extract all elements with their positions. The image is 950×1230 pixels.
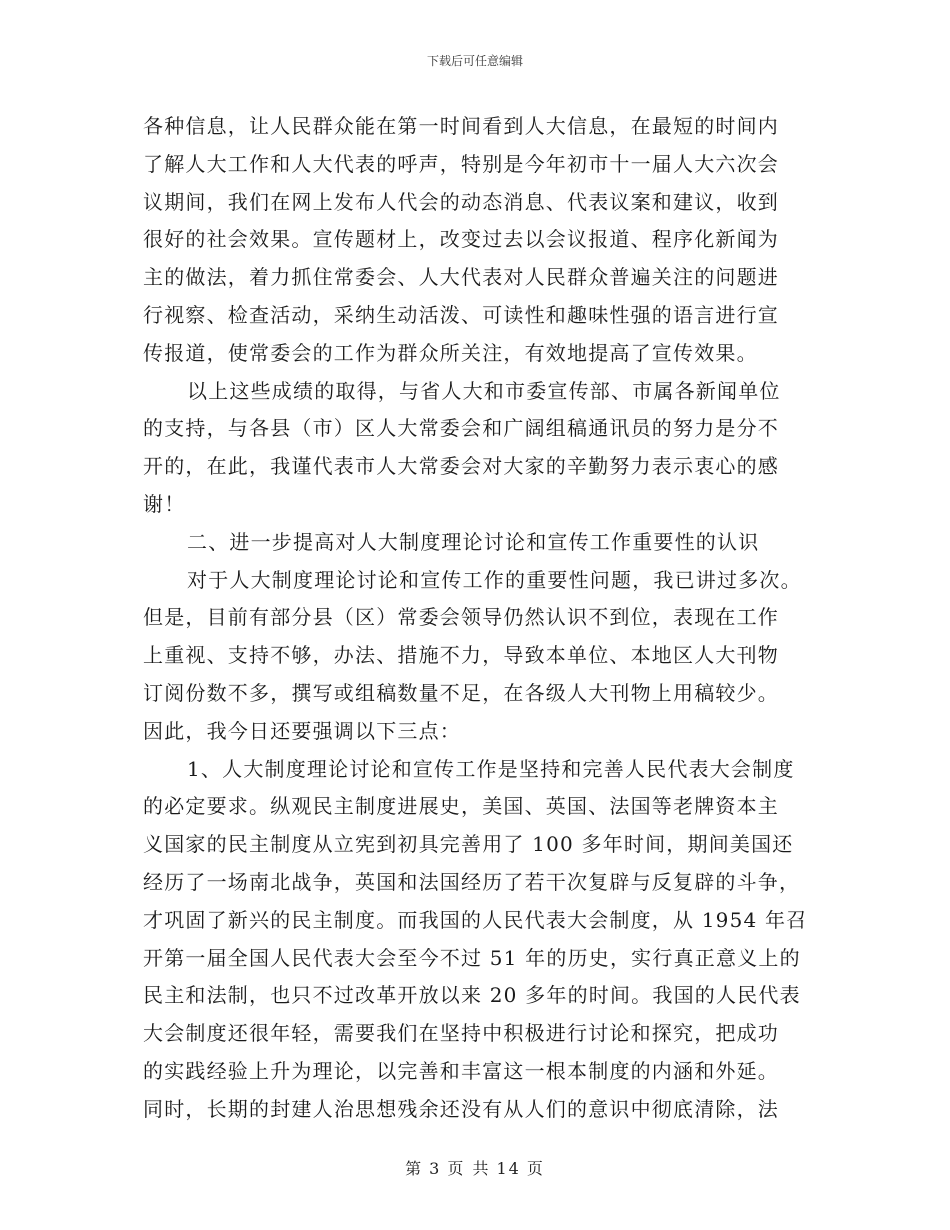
document-body	[143, 108, 808, 1129]
text-line: 开的，在此，我谨代表市人大常委会对大家的辛勤努力表示衷心的感	[143, 454, 779, 479]
text-line: 订阅份数不多，撰写或组稿数量不足，在各级人大刊物上用稿较少。	[143, 680, 779, 705]
text-line: 的支持，与各县（市）区人大常委会和广阔组稿通讯员的努力是分不	[143, 416, 779, 441]
footer-prefix: 第	[405, 1159, 424, 1178]
text-line: 的实践经验上升为理论，以完善和丰富这一根本制度的内涵和外延。	[143, 1058, 779, 1083]
section-heading	[143, 524, 808, 562]
text-line: 各种信息，让人民群众能在第一时间看到人大信息，在最短的时间内	[143, 114, 779, 138]
text-line: 上重视、支持不够，办法、措施不力，导致本单位、本地区人大刊物	[143, 643, 779, 668]
text-line: 民主和法制，也只不过改革开放以来 20 多年的时间。我国的人民代表	[143, 983, 801, 1008]
footer-suffix: 页	[526, 1159, 545, 1178]
footer-middle: 页 共	[447, 1159, 491, 1178]
page-footer	[0, 1156, 950, 1179]
text-line: 经历了一场南北战争，英国和法国经历了若干次复辟与反复辟的斗争，	[143, 869, 801, 894]
page-number: 3	[429, 1159, 442, 1178]
text-line: 开第一届全国人民代表大会至今不过 51 年的历史，实行真正意义上的	[143, 945, 801, 970]
text-line: 因此，我今日还要强调以下三点：	[143, 718, 461, 743]
text-line: 以上这些成绩的取得，与省人大和市委宣传部、市属各新闻单位	[187, 378, 781, 403]
text-line: 议期间，我们在网上发布人代会的动态消息、代表议案和建议，收到	[143, 189, 779, 214]
text-line: 行视察、检查活动，采纳生动活泼、可读性和趣味性强的语言进行宣	[143, 302, 779, 327]
text-line: 同时，长期的封建人治思想残余还没有从人们的意识中彻底清除，法	[143, 1096, 779, 1121]
text-line: 了解人大工作和人大代表的呼声，特别是今年初市十一届人大六次会	[143, 151, 779, 176]
text-line: 主的做法，着力抓住常委会、人大代表对人民群众普遍关注的问题进	[143, 265, 779, 290]
paragraph	[143, 108, 808, 373]
text-line: 1、人大制度理论讨论和宣传工作是坚持和完善人民代表大会制度	[187, 756, 795, 781]
text-line: 很好的社会效果。宣传题材上，改变过去以会议报道、程序化新闻为	[143, 227, 779, 252]
text-line: 大会制度还很年轻，需要我们在坚持中积极进行讨论和探究，把成功	[143, 1021, 779, 1046]
text-line: 对于人大制度理论讨论和宣传工作的重要性问题，我已讲过多次。	[187, 567, 802, 592]
text-line: 二、进一步提高对人大制度理论讨论和宣传工作重要性的认识	[187, 529, 760, 554]
text-line: 的必定要求。纵观民主制度进展史，美国、英国、法国等老牌资本主	[143, 794, 779, 819]
text-line: 传报道，使常委会的工作为群众所关注，有效地提高了宣传效果。	[143, 340, 758, 365]
text-line: 谢！	[143, 491, 186, 516]
paragraph	[143, 373, 808, 524]
paragraph	[143, 751, 808, 1129]
total-pages: 14	[496, 1159, 521, 1178]
text-line: 义国家的民主制度从立宪到初具完善用了 100 多年时间，期间美国还	[143, 832, 794, 857]
text-line: 但是，目前有部分县（区）常委会领导仍然认识不到位，表现在工作	[143, 605, 779, 630]
text-line: 才巩固了新兴的民主制度。而我国的人民代表大会制度，从 1954 年召	[143, 907, 808, 932]
page-header: 下载后可任意编辑	[426, 54, 523, 68]
paragraph	[143, 562, 808, 751]
